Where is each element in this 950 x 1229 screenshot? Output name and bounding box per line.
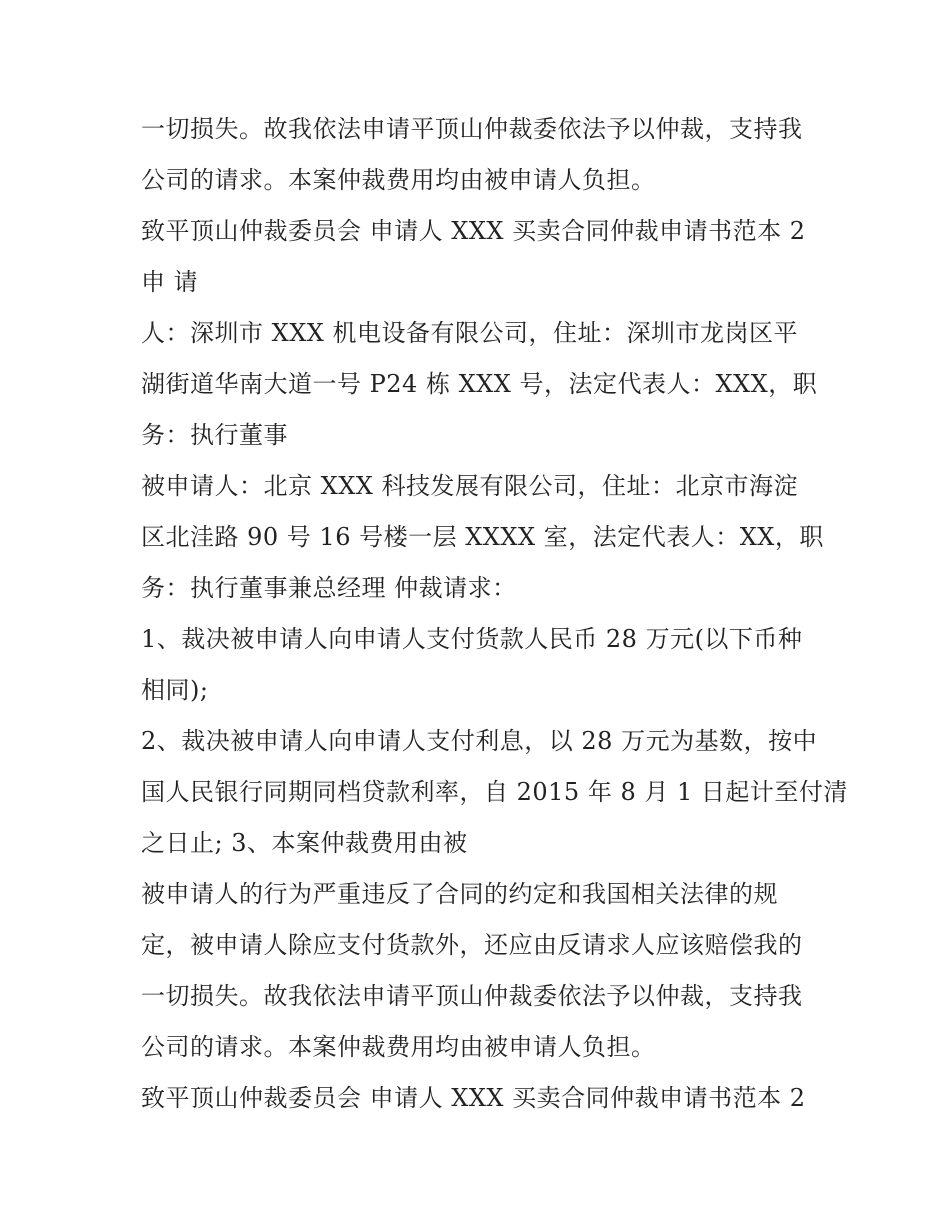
text-line: 被申请人的行为严重违反了合同的约定和我国相关法律的规 bbox=[141, 880, 778, 908]
text-line: 相同); bbox=[141, 676, 209, 704]
text-line: 致平顶山仲裁委员会 申请人 XXX 买卖合同仲裁申请书范本 2 bbox=[141, 217, 806, 245]
text-line: 务：执行董事兼总经理 仲裁请求： bbox=[141, 574, 517, 602]
text-line: 致平顶山仲裁委员会 申请人 XXX 买卖合同仲裁申请书范本 2 bbox=[141, 1084, 806, 1112]
text-line: 申 请 bbox=[141, 268, 199, 296]
document-body bbox=[141, 104, 848, 1124]
text-line: 定，被申请人除应支付货款外，还应由反请求人应该赔偿我的 bbox=[141, 931, 803, 959]
text-line: 之日止; 3、本案仲裁费用由被 bbox=[141, 829, 468, 857]
text-line: 人：深圳市 XXX 机电设备有限公司，住址：深圳市龙岗区平 bbox=[141, 319, 799, 347]
text-line: 湖街道华南大道一号 P24 栋 XXX 号，法定代表人：XXX，职 bbox=[141, 370, 818, 398]
text-line: 务：执行董事 bbox=[141, 421, 288, 449]
text-line: 一切损失。故我依法申请平顶山仲裁委依法予以仲裁，支持我 bbox=[141, 115, 803, 143]
text-line: 2、裁决被申请人向申请人支付利息，以 28 万元为基数，按中 bbox=[141, 727, 818, 755]
text-line: 国人民银行同期同档贷款利率，自 2015 年 8 月 1 日起计至付清 bbox=[141, 778, 848, 806]
text-line: 公司的请求。本案仲裁费用均由被申请人负担。 bbox=[141, 1033, 656, 1061]
text-line: 公司的请求。本案仲裁费用均由被申请人负担。 bbox=[141, 166, 656, 194]
text-line: 区北洼路 90 号 16 号楼一层 XXXX 室，法定代表人：XX，职 bbox=[141, 523, 824, 551]
text-line: 1、裁决被申请人向申请人支付货款人民币 28 万元(以下币种 bbox=[141, 625, 803, 653]
text-line: 一切损失。故我依法申请平顶山仲裁委依法予以仲裁，支持我 bbox=[141, 982, 803, 1010]
text-line: 被申请人：北京 XXX 科技发展有限公司，住址：北京市海淀 bbox=[141, 472, 799, 500]
